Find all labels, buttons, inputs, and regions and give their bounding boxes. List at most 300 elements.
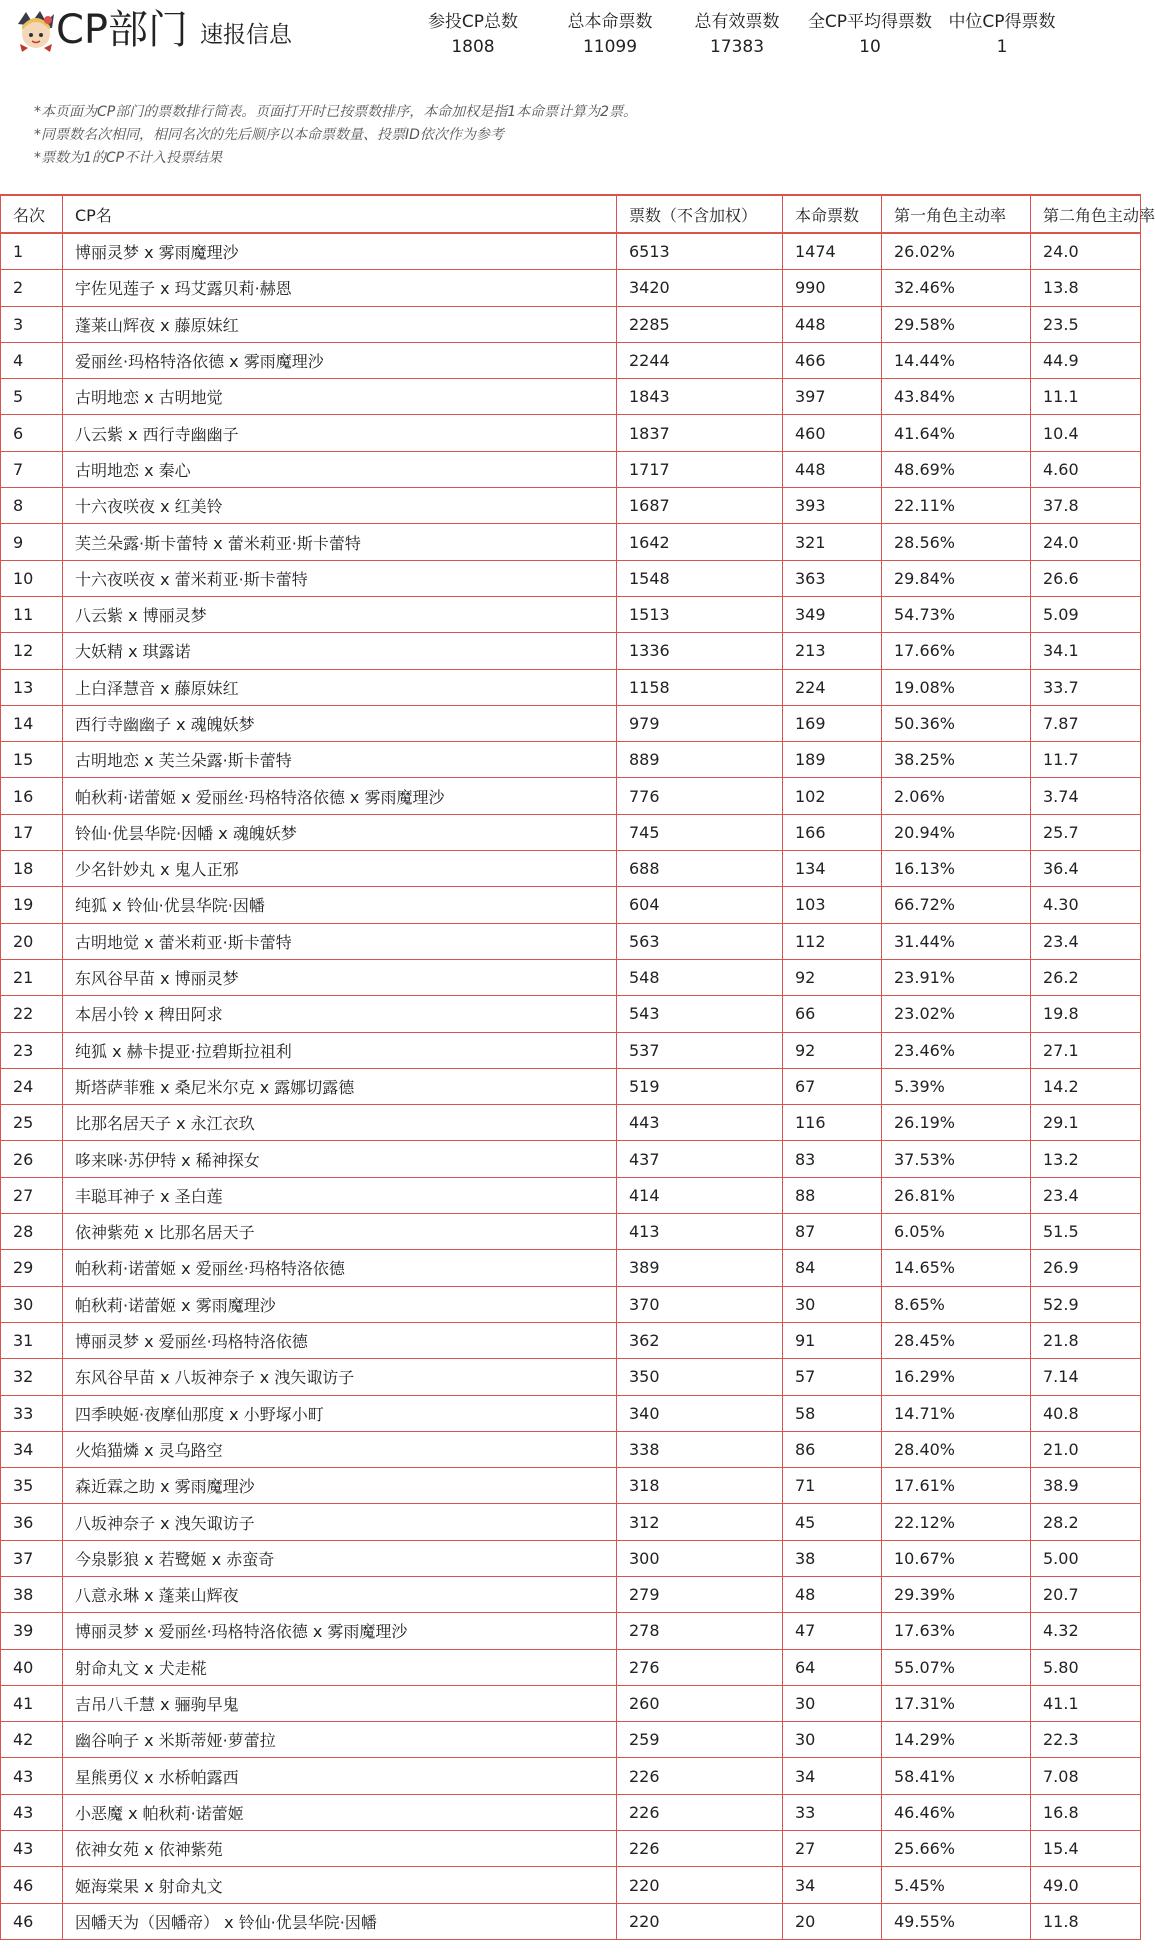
favorite-votes-cell: 84 xyxy=(783,1250,882,1286)
table-row[interactable] xyxy=(1,814,1141,850)
favorite-votes-cell: 57 xyxy=(783,1359,882,1395)
favorite-votes-cell: 448 xyxy=(783,306,882,342)
rank-cell: 22 xyxy=(1,996,63,1032)
cp-name-cell: 哆来咪·苏伊特 x 稀神探女 xyxy=(63,1141,617,1177)
stat-value: 10 xyxy=(859,37,881,57)
rank-cell: 5 xyxy=(1,379,63,415)
second-active-rate-cell: 25.7 xyxy=(1031,814,1141,850)
rank-cell: 23 xyxy=(1,1032,63,1068)
second-active-rate-cell: 10.4 xyxy=(1031,415,1141,451)
votes-cell: 1717 xyxy=(617,451,783,487)
table-row[interactable] xyxy=(1,1649,1141,1685)
votes-cell: 220 xyxy=(617,1867,783,1903)
first-active-rate-cell: 17.66% xyxy=(882,633,1031,669)
cp-name-cell: 宇佐见莲子 x 玛艾露贝莉·赫恩 xyxy=(63,270,617,306)
notes xyxy=(34,101,637,170)
cp-name-cell: 西行寺幽幽子 x 魂魄妖梦 xyxy=(63,705,617,741)
stat-value: 1808 xyxy=(451,37,495,57)
table-row[interactable] xyxy=(1,778,1141,814)
rank-cell: 16 xyxy=(1,778,63,814)
second-active-rate-cell: 20.7 xyxy=(1031,1576,1141,1612)
table-row[interactable] xyxy=(1,1431,1141,1467)
favorite-votes-cell: 66 xyxy=(783,996,882,1032)
cp-name-cell: 八云紫 x 博丽灵梦 xyxy=(63,596,617,632)
favorite-votes-cell: 47 xyxy=(783,1613,882,1649)
column-header-rank[interactable]: 名次 xyxy=(1,195,63,233)
rank-cell: 43 xyxy=(1,1758,63,1794)
first-active-rate-cell: 17.31% xyxy=(882,1685,1031,1721)
rank-cell: 43 xyxy=(1,1831,63,1867)
stat-value: 11099 xyxy=(582,37,638,57)
first-active-rate-cell: 43.84% xyxy=(882,379,1031,415)
table-row[interactable] xyxy=(1,1468,1141,1504)
favorite-votes-cell: 460 xyxy=(783,415,882,451)
page-title: CP部门 xyxy=(56,7,189,53)
votes-cell: 1336 xyxy=(617,633,783,669)
stat-label: 总有效票数 xyxy=(694,12,780,32)
cp-name-cell: 古明地恋 x 秦心 xyxy=(63,451,617,487)
stat-average-votes xyxy=(802,10,938,60)
votes-cell: 1642 xyxy=(617,524,783,560)
rank-cell: 39 xyxy=(1,1613,63,1649)
cp-name-cell: 古明地恋 x 芙兰朵露·斯卡蕾特 xyxy=(63,742,617,778)
second-active-rate-cell: 4.60 xyxy=(1031,451,1141,487)
second-active-rate-cell: 49.0 xyxy=(1031,1867,1141,1903)
table-row[interactable] xyxy=(1,1214,1141,1250)
first-active-rate-cell: 5.39% xyxy=(882,1068,1031,1104)
cp-name-cell: 古明地恋 x 古明地觉 xyxy=(63,379,617,415)
rank-cell: 28 xyxy=(1,1214,63,1250)
rank-cell: 21 xyxy=(1,959,63,995)
table-row[interactable] xyxy=(1,923,1141,959)
note-line: *本页面为CP部门的票数排行简表。页面打开时已按票数排序，本命加权是指1本命票计算为2票。 xyxy=(34,104,638,120)
ranking-table-container[interactable] xyxy=(0,194,1155,1956)
favorite-votes-cell: 990 xyxy=(783,270,882,306)
rank-cell: 35 xyxy=(1,1468,63,1504)
first-active-rate-cell: 8.65% xyxy=(882,1286,1031,1322)
cp-name-cell: 蓬莱山辉夜 x 藤原妹红 xyxy=(63,306,617,342)
column-header-votes[interactable]: 票数（不含加权） xyxy=(617,195,783,233)
cp-name-cell: 小恶魔 x 帕秋莉·诺蕾姬 xyxy=(63,1794,617,1830)
table-row[interactable] xyxy=(1,1794,1141,1830)
first-active-rate-cell: 29.84% xyxy=(882,560,1031,596)
rank-cell: 19 xyxy=(1,887,63,923)
table-row[interactable] xyxy=(1,705,1141,741)
first-active-rate-cell: 49.55% xyxy=(882,1903,1031,1939)
rank-cell: 33 xyxy=(1,1395,63,1431)
favorite-votes-cell: 30 xyxy=(783,1685,882,1721)
votes-cell: 1513 xyxy=(617,596,783,632)
second-active-rate-cell: 24.0 xyxy=(1031,524,1141,560)
votes-cell: 6513 xyxy=(617,233,783,270)
table-row[interactable] xyxy=(1,379,1141,415)
favorite-votes-cell: 71 xyxy=(783,1468,882,1504)
cp-name-cell: 丰聪耳神子 x 圣白莲 xyxy=(63,1177,617,1213)
column-header-favorite-votes[interactable]: 本命票数 xyxy=(783,195,882,233)
table-row[interactable] xyxy=(1,959,1141,995)
table-row[interactable] xyxy=(1,1105,1141,1141)
favorite-votes-cell: 363 xyxy=(783,560,882,596)
second-active-rate-cell: 16.8 xyxy=(1031,1794,1141,1830)
column-header-cp-name[interactable]: CP名 xyxy=(63,195,617,233)
votes-cell: 2285 xyxy=(617,306,783,342)
note-line: *票数为1的CP不计入投票结果 xyxy=(34,150,223,166)
rank-cell: 10 xyxy=(1,560,63,596)
stat-total-cp xyxy=(418,10,528,60)
table-header-row xyxy=(1,195,1141,233)
first-active-rate-cell: 22.11% xyxy=(882,488,1031,524)
table-row[interactable] xyxy=(1,1504,1141,1540)
cp-name-cell: 八意永琳 x 蓬莱山辉夜 xyxy=(63,1576,617,1612)
cp-name-cell: 幽谷响子 x 米斯蒂娅·萝蕾拉 xyxy=(63,1722,617,1758)
first-active-rate-cell: 20.94% xyxy=(882,814,1031,850)
cp-name-cell: 爱丽丝·玛格特洛依德 x 雾雨魔理沙 xyxy=(63,342,617,378)
first-active-rate-cell: 25.66% xyxy=(882,1831,1031,1867)
second-active-rate-cell: 23.4 xyxy=(1031,1177,1141,1213)
table-row[interactable] xyxy=(1,1831,1141,1867)
stat-median-votes xyxy=(942,10,1062,60)
favorite-votes-cell: 67 xyxy=(783,1068,882,1104)
favorite-votes-cell: 448 xyxy=(783,451,882,487)
table-row[interactable] xyxy=(1,669,1141,705)
favorite-votes-cell: 86 xyxy=(783,1431,882,1467)
cp-name-cell: 纯狐 x 铃仙·优昙华院·因幡 xyxy=(63,887,617,923)
votes-cell: 276 xyxy=(617,1649,783,1685)
second-active-rate-cell: 13.8 xyxy=(1031,270,1141,306)
favorite-votes-cell: 321 xyxy=(783,524,882,560)
table-row[interactable] xyxy=(1,1359,1141,1395)
cp-name-cell: 火焰猫燐 x 灵乌路空 xyxy=(63,1431,617,1467)
first-active-rate-cell: 5.45% xyxy=(882,1867,1031,1903)
cp-name-cell: 铃仙·优昙华院·因幡 x 魂魄妖梦 xyxy=(63,814,617,850)
rank-cell: 43 xyxy=(1,1794,63,1830)
rank-cell: 38 xyxy=(1,1576,63,1612)
votes-cell: 226 xyxy=(617,1758,783,1794)
second-active-rate-cell: 28.2 xyxy=(1031,1504,1141,1540)
first-active-rate-cell: 23.91% xyxy=(882,959,1031,995)
rank-cell: 42 xyxy=(1,1722,63,1758)
favorite-votes-cell: 166 xyxy=(783,814,882,850)
stat-label: 中位CP得票数 xyxy=(948,12,1056,32)
table-row[interactable] xyxy=(1,596,1141,632)
votes-cell: 220 xyxy=(617,1903,783,1939)
first-active-rate-cell: 23.02% xyxy=(882,996,1031,1032)
votes-cell: 688 xyxy=(617,851,783,887)
favorite-votes-cell: 34 xyxy=(783,1867,882,1903)
table-row[interactable] xyxy=(1,1322,1141,1358)
votes-cell: 300 xyxy=(617,1540,783,1576)
votes-cell: 443 xyxy=(617,1105,783,1141)
cp-name-cell: 依神女苑 x 依神紫苑 xyxy=(63,1831,617,1867)
first-active-rate-cell: 14.65% xyxy=(882,1250,1031,1286)
favorite-votes-cell: 116 xyxy=(783,1105,882,1141)
cp-name-cell: 因幡天为（因幡帝） x 铃仙·优昙华院·因幡 xyxy=(63,1903,617,1939)
table-row[interactable] xyxy=(1,996,1141,1032)
cp-name-cell: 少名针妙丸 x 鬼人正邪 xyxy=(63,851,617,887)
table-row[interactable] xyxy=(1,1032,1141,1068)
table-row[interactable] xyxy=(1,233,1141,270)
votes-cell: 362 xyxy=(617,1322,783,1358)
favorite-votes-cell: 189 xyxy=(783,742,882,778)
rank-cell: 20 xyxy=(1,923,63,959)
votes-cell: 1687 xyxy=(617,488,783,524)
favorite-votes-cell: 397 xyxy=(783,379,882,415)
votes-cell: 604 xyxy=(617,887,783,923)
first-active-rate-cell: 28.45% xyxy=(882,1322,1031,1358)
favorite-votes-cell: 213 xyxy=(783,633,882,669)
table-row[interactable] xyxy=(1,1903,1141,1939)
first-active-rate-cell: 26.81% xyxy=(882,1177,1031,1213)
table-row[interactable] xyxy=(1,560,1141,596)
mascot-logo-icon xyxy=(12,8,60,54)
cp-name-cell: 大妖精 x 琪露诺 xyxy=(63,633,617,669)
votes-cell: 548 xyxy=(617,959,783,995)
table-row[interactable] xyxy=(1,1177,1141,1213)
rank-cell: 46 xyxy=(1,1867,63,1903)
note-line: *同票数名次相同，相同名次的先后顺序以本命票数量、投票ID依次作为参考 xyxy=(34,127,504,143)
favorite-votes-cell: 224 xyxy=(783,669,882,705)
table-row[interactable] xyxy=(1,1576,1141,1612)
cp-name-cell: 依神紫苑 x 比那名居天子 xyxy=(63,1214,617,1250)
votes-cell: 279 xyxy=(617,1576,783,1612)
second-active-rate-cell: 41.1 xyxy=(1031,1685,1141,1721)
table-row[interactable] xyxy=(1,1540,1141,1576)
votes-cell: 260 xyxy=(617,1685,783,1721)
table-body xyxy=(1,233,1141,1939)
favorite-votes-cell: 64 xyxy=(783,1649,882,1685)
table-row[interactable] xyxy=(1,306,1141,342)
first-active-rate-cell: 31.44% xyxy=(882,923,1031,959)
second-active-rate-cell: 21.0 xyxy=(1031,1431,1141,1467)
table-row[interactable] xyxy=(1,1250,1141,1286)
first-active-rate-cell: 10.67% xyxy=(882,1540,1031,1576)
second-active-rate-cell: 23.5 xyxy=(1031,306,1141,342)
votes-cell: 563 xyxy=(617,923,783,959)
stat-total-favorite xyxy=(555,10,665,60)
second-active-rate-cell: 22.3 xyxy=(1031,1722,1141,1758)
votes-cell: 259 xyxy=(617,1722,783,1758)
column-header-first-active-rate[interactable]: 第一角色主动率 xyxy=(882,195,1031,233)
first-active-rate-cell: 17.61% xyxy=(882,1468,1031,1504)
second-active-rate-cell: 37.8 xyxy=(1031,488,1141,524)
table-row[interactable] xyxy=(1,1068,1141,1104)
ranking-table xyxy=(0,194,1155,1940)
table-row[interactable] xyxy=(1,451,1141,487)
rank-cell: 4 xyxy=(1,342,63,378)
favorite-votes-cell: 102 xyxy=(783,778,882,814)
cp-name-cell: 姬海棠果 x 射命丸文 xyxy=(63,1867,617,1903)
second-active-rate-cell: 5.80 xyxy=(1031,1649,1141,1685)
stat-label: 参投CP总数 xyxy=(427,12,519,32)
table-row[interactable] xyxy=(1,270,1141,306)
cp-name-cell: 博丽灵梦 x 雾雨魔理沙 xyxy=(63,233,617,270)
rank-cell: 11 xyxy=(1,596,63,632)
favorite-votes-cell: 30 xyxy=(783,1722,882,1758)
votes-cell: 437 xyxy=(617,1141,783,1177)
cp-name-cell: 东风谷早苗 x 八坂神奈子 x 洩矢诹访子 xyxy=(63,1359,617,1395)
first-active-rate-cell: 19.08% xyxy=(882,669,1031,705)
cp-name-cell: 本居小铃 x 稗田阿求 xyxy=(63,996,617,1032)
first-active-rate-cell: 41.64% xyxy=(882,415,1031,451)
second-active-rate-cell: 5.00 xyxy=(1031,1540,1141,1576)
rank-cell: 27 xyxy=(1,1177,63,1213)
favorite-votes-cell: 169 xyxy=(783,705,882,741)
table-row[interactable] xyxy=(1,1867,1141,1903)
rank-cell: 3 xyxy=(1,306,63,342)
column-header-second-active-rate[interactable]: 第二角色主动率 xyxy=(1031,195,1141,233)
rank-cell: 6 xyxy=(1,415,63,451)
first-active-rate-cell: 32.46% xyxy=(882,270,1031,306)
table-row[interactable] xyxy=(1,1685,1141,1721)
votes-cell: 1158 xyxy=(617,669,783,705)
rank-cell: 14 xyxy=(1,705,63,741)
table-row[interactable] xyxy=(1,887,1141,923)
favorite-votes-cell: 87 xyxy=(783,1214,882,1250)
favorite-votes-cell: 349 xyxy=(783,596,882,632)
table-row[interactable] xyxy=(1,488,1141,524)
first-active-rate-cell: 16.29% xyxy=(882,1359,1031,1395)
second-active-rate-cell: 51.5 xyxy=(1031,1214,1141,1250)
votes-cell: 389 xyxy=(617,1250,783,1286)
table-row[interactable] xyxy=(1,851,1141,887)
table-row[interactable] xyxy=(1,742,1141,778)
votes-cell: 370 xyxy=(617,1286,783,1322)
rank-cell: 36 xyxy=(1,1504,63,1540)
second-active-rate-cell: 21.8 xyxy=(1031,1322,1141,1358)
second-active-rate-cell: 11.7 xyxy=(1031,742,1141,778)
first-active-rate-cell: 46.46% xyxy=(882,1794,1031,1830)
stat-value: 17383 xyxy=(709,37,765,57)
table-row[interactable] xyxy=(1,1286,1141,1322)
cp-name-cell: 博丽灵梦 x 爱丽丝·玛格特洛依德 x 雾雨魔理沙 xyxy=(63,1613,617,1649)
first-active-rate-cell: 14.44% xyxy=(882,342,1031,378)
rank-cell: 2 xyxy=(1,270,63,306)
votes-cell: 414 xyxy=(617,1177,783,1213)
cp-name-cell: 帕秋莉·诺蕾姬 x 爱丽丝·玛格特洛依德 xyxy=(63,1250,617,1286)
first-active-rate-cell: 28.56% xyxy=(882,524,1031,560)
second-active-rate-cell: 4.30 xyxy=(1031,887,1141,923)
cp-name-cell: 芙兰朵露·斯卡蕾特 x 蕾米莉亚·斯卡蕾特 xyxy=(63,524,617,560)
table-row[interactable] xyxy=(1,342,1141,378)
favorite-votes-cell: 83 xyxy=(783,1141,882,1177)
table-row[interactable] xyxy=(1,1758,1141,1794)
rank-cell: 1 xyxy=(1,233,63,270)
favorite-votes-cell: 38 xyxy=(783,1540,882,1576)
second-active-rate-cell: 34.1 xyxy=(1031,633,1141,669)
favorite-votes-cell: 134 xyxy=(783,851,882,887)
rank-cell: 37 xyxy=(1,1540,63,1576)
second-active-rate-cell: 19.8 xyxy=(1031,996,1141,1032)
favorite-votes-cell: 58 xyxy=(783,1395,882,1431)
favorite-votes-cell: 92 xyxy=(783,1032,882,1068)
cp-name-cell: 八坂神奈子 x 洩矢诹访子 xyxy=(63,1504,617,1540)
first-active-rate-cell: 23.46% xyxy=(882,1032,1031,1068)
cp-name-cell: 今泉影狼 x 若鹭姬 x 赤蛮奇 xyxy=(63,1540,617,1576)
second-active-rate-cell: 15.4 xyxy=(1031,1831,1141,1867)
rank-cell: 9 xyxy=(1,524,63,560)
first-active-rate-cell: 26.19% xyxy=(882,1105,1031,1141)
first-active-rate-cell: 6.05% xyxy=(882,1214,1031,1250)
second-active-rate-cell: 7.08 xyxy=(1031,1758,1141,1794)
second-active-rate-cell: 36.4 xyxy=(1031,851,1141,887)
votes-cell: 226 xyxy=(617,1794,783,1830)
rank-cell: 41 xyxy=(1,1685,63,1721)
rank-cell: 26 xyxy=(1,1141,63,1177)
votes-cell: 519 xyxy=(617,1068,783,1104)
cp-name-cell: 森近霖之助 x 雾雨魔理沙 xyxy=(63,1468,617,1504)
stat-value: 1 xyxy=(996,37,1008,57)
favorite-votes-cell: 88 xyxy=(783,1177,882,1213)
votes-cell: 745 xyxy=(617,814,783,850)
first-active-rate-cell: 58.41% xyxy=(882,1758,1031,1794)
cp-name-cell: 古明地觉 x 蕾米莉亚·斯卡蕾特 xyxy=(63,923,617,959)
cp-name-cell: 博丽灵梦 x 爱丽丝·玛格特洛依德 xyxy=(63,1322,617,1358)
cp-name-cell: 比那名居天子 x 永江衣玖 xyxy=(63,1105,617,1141)
rank-cell: 13 xyxy=(1,669,63,705)
table-row[interactable] xyxy=(1,524,1141,560)
votes-cell: 543 xyxy=(617,996,783,1032)
favorite-votes-cell: 1474 xyxy=(783,233,882,270)
votes-cell: 340 xyxy=(617,1395,783,1431)
favorite-votes-cell: 103 xyxy=(783,887,882,923)
rank-cell: 12 xyxy=(1,633,63,669)
favorite-votes-cell: 45 xyxy=(783,1504,882,1540)
votes-cell: 1837 xyxy=(617,415,783,451)
stat-label: 总本命票数 xyxy=(567,12,653,32)
votes-cell: 889 xyxy=(617,742,783,778)
first-active-rate-cell: 50.36% xyxy=(882,705,1031,741)
second-active-rate-cell: 23.4 xyxy=(1031,923,1141,959)
table-row[interactable] xyxy=(1,633,1141,669)
first-active-rate-cell: 14.71% xyxy=(882,1395,1031,1431)
votes-cell: 979 xyxy=(617,705,783,741)
cp-name-cell: 十六夜咲夜 x 红美铃 xyxy=(63,488,617,524)
second-active-rate-cell: 26.2 xyxy=(1031,959,1141,995)
cp-name-cell: 吉吊八千慧 x 骊驹早鬼 xyxy=(63,1685,617,1721)
rank-cell: 32 xyxy=(1,1359,63,1395)
second-active-rate-cell: 3.74 xyxy=(1031,778,1141,814)
table-row[interactable] xyxy=(1,1722,1141,1758)
cp-name-cell: 十六夜咲夜 x 蕾米莉亚·斯卡蕾特 xyxy=(63,560,617,596)
rank-cell: 25 xyxy=(1,1105,63,1141)
favorite-votes-cell: 92 xyxy=(783,959,882,995)
first-active-rate-cell: 26.02% xyxy=(882,233,1031,270)
rank-cell: 30 xyxy=(1,1286,63,1322)
table-row[interactable] xyxy=(1,1141,1141,1177)
votes-cell: 413 xyxy=(617,1214,783,1250)
first-active-rate-cell: 38.25% xyxy=(882,742,1031,778)
rank-cell: 8 xyxy=(1,488,63,524)
cp-name-cell: 射命丸文 x 犬走椛 xyxy=(63,1649,617,1685)
first-active-rate-cell: 29.39% xyxy=(882,1576,1031,1612)
second-active-rate-cell: 11.8 xyxy=(1031,1903,1141,1939)
votes-cell: 350 xyxy=(617,1359,783,1395)
first-active-rate-cell: 16.13% xyxy=(882,851,1031,887)
table-row[interactable] xyxy=(1,415,1141,451)
second-active-rate-cell: 7.87 xyxy=(1031,705,1141,741)
stat-label: 全CP平均得票数 xyxy=(807,12,933,32)
second-active-rate-cell: 14.2 xyxy=(1031,1068,1141,1104)
table-row[interactable] xyxy=(1,1613,1141,1649)
votes-cell: 338 xyxy=(617,1431,783,1467)
table-row[interactable] xyxy=(1,1395,1141,1431)
rank-cell: 29 xyxy=(1,1250,63,1286)
favorite-votes-cell: 466 xyxy=(783,342,882,378)
second-active-rate-cell: 27.1 xyxy=(1031,1032,1141,1068)
favorite-votes-cell: 27 xyxy=(783,1831,882,1867)
cp-name-cell: 星熊勇仪 x 水桥帕露西 xyxy=(63,1758,617,1794)
rank-cell: 7 xyxy=(1,451,63,487)
